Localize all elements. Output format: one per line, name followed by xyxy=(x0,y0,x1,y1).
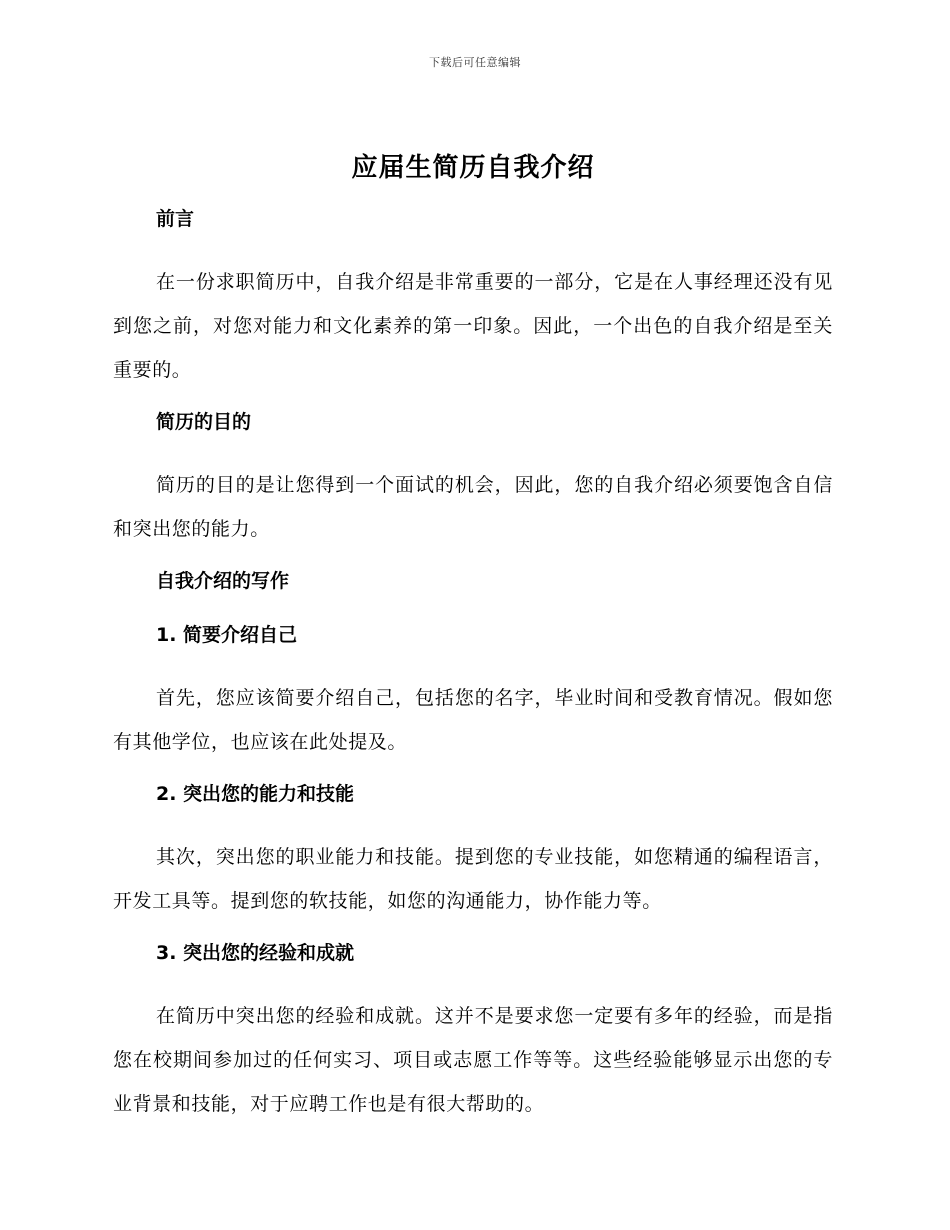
paragraph-purpose: 简历的目的是让您得到一个面试的机会，因此，您的自我介绍必须要饱含自信和突出您的能力。 xyxy=(113,474,833,540)
section-heading-preface: 前言 xyxy=(156,208,195,230)
paragraph-step-1: 首先，您应该简要介绍自己，包括您的名字，毕业时间和受教育情况。假如您有其他学位，也应该在此处提及。 xyxy=(113,687,833,753)
section-heading-purpose: 简历的目的 xyxy=(156,411,252,433)
paragraph-step-2: 其次，突出您的职业能力和技能。提到您的专业技能，如您精通的编程语言，开发工具等。提到您的软技能，如您的沟通能力，协作能力等。 xyxy=(113,846,833,912)
page-header-note: 下载后可任意编辑 xyxy=(429,56,521,69)
subheading-step-3: 3. 突出您的经验和成就 xyxy=(156,942,355,964)
paragraph-step-3: 在简历中突出您的经验和成就。这并不是要求您一定要有多年的经验，而是指您在校期间参加过的任何实习、项目或志愿工作等等。这些经验能够显示出您的专业背景和技能，对于应聘工作也是有很大帮助的。 xyxy=(113,1005,833,1115)
document-title: 应届生简历自我介绍 xyxy=(351,153,595,183)
section-heading-writing: 自我介绍的写作 xyxy=(156,570,290,592)
subheading-step-2: 2. 突出您的能力和技能 xyxy=(156,783,355,805)
paragraph-preface: 在一份求职简历中，自我介绍是非常重要的一部分，它是在人事经理还没有见到您之前，对您对能力和文化素养的第一印象。因此，一个出色的自我介绍是至关重要的。 xyxy=(113,271,833,381)
document-body xyxy=(113,148,833,1143)
subheading-step-1: 1. 简要介绍自己 xyxy=(156,624,298,646)
